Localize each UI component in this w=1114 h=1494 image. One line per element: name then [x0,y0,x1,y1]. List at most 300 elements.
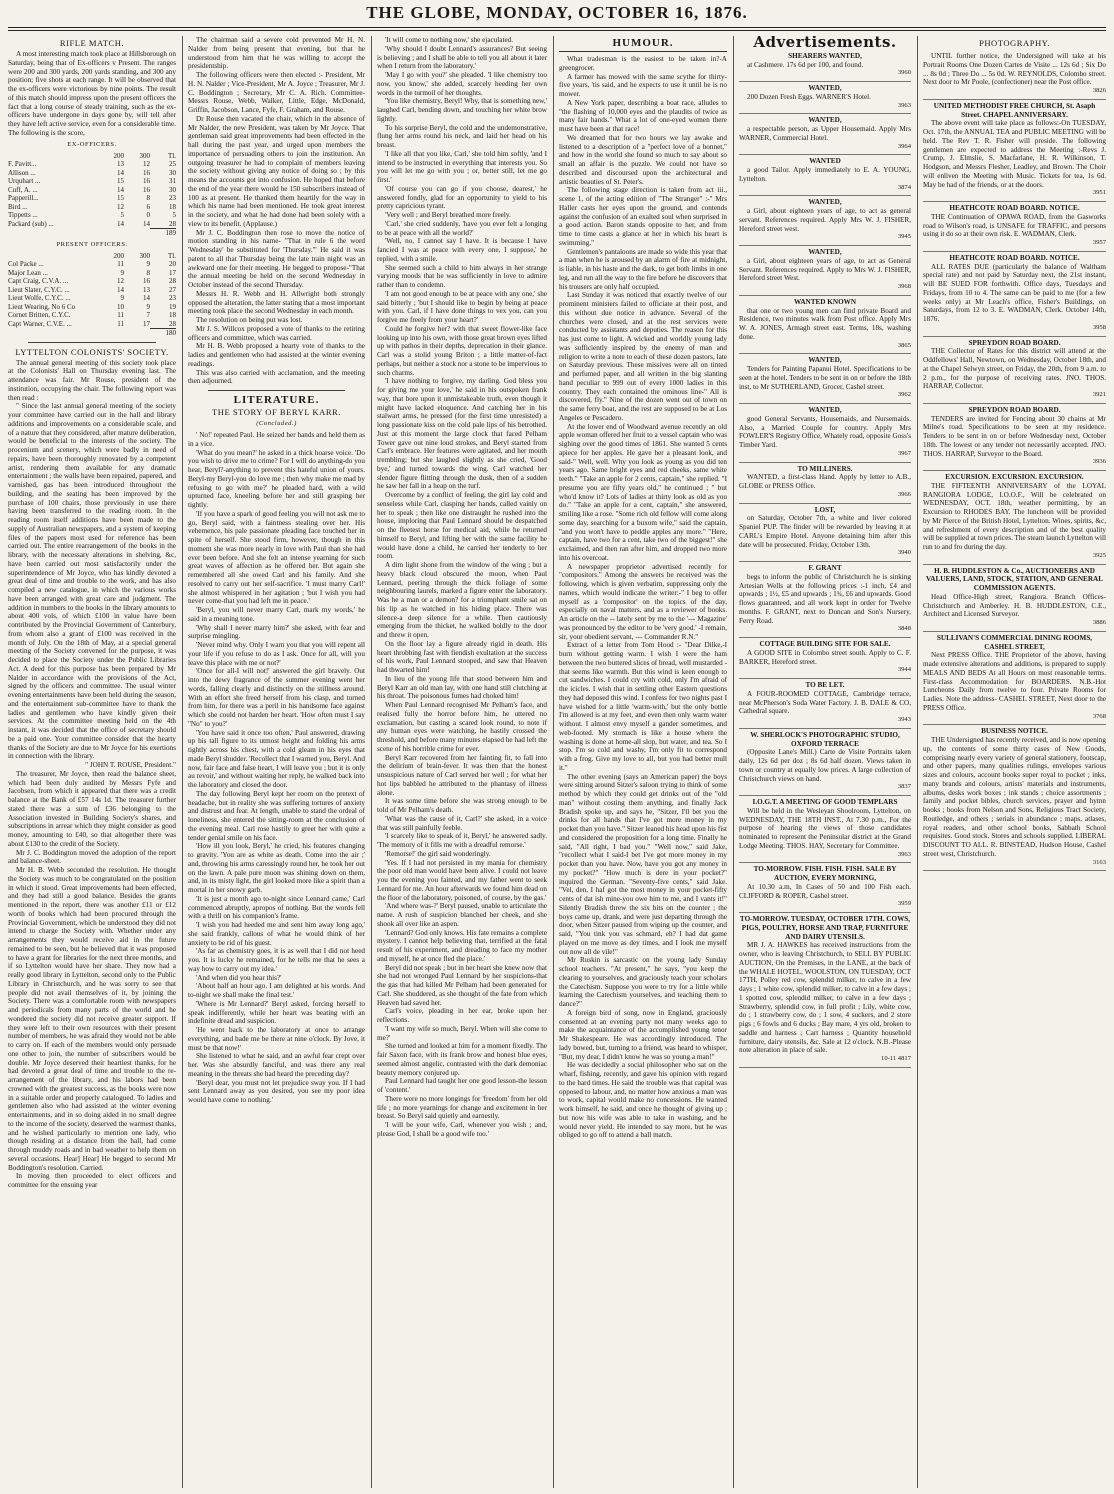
advertisement [739,155,911,196]
score-name: Lieut Wearing, No 6 Co [8,302,76,311]
score-header-row [8,252,176,261]
humour-item: A newspaper proprietor advertised recently for "compositors." Among the answers he received was the following, which is given verbatim, suppressing only the names, which would indicate the writer:-" I beg to offer myself as a 'compositor' on the topics of the day, especially on naval matters, and as a reviewer of books. An article on the -- lately sent by me to the '--- Magazine' was pronounced by the editor to be 'very good.' -I remain, sir, your obedient servant, --- Commander R.N." [559,562,727,641]
paragraph: The resolution on being put was lost. [196,316,303,324]
ad-number: 3959 [897,900,911,908]
score-cell: 8 [146,194,150,202]
score-header-cell: Tl. [168,151,176,160]
advertisement [739,196,911,246]
advertisement [923,632,1106,726]
ex-officers-heading: EX-OFFICERS. [67,140,117,148]
ad-text: on Saturday, October 7th, a white and liver colored Spaniel PUP. The finder will be rewarded by leaving it at CARL's Empire Hotel. Anyone detaining him after this date will be prosecuted. Friday, October 13th. [739,514,911,549]
ad-heading: COTTAGE BUILDING SITE FOR SALE. [759,640,891,648]
paragraph: Mr J. S. Willcox proposed a vote of thanks to the retiring officers and committee, which was carried. [188,324,365,342]
score-cell: 14 [143,219,150,228]
score-name: Tippetts ... [8,211,38,219]
story-paragraph: Carl's voice, pleading in her ear, broke upon her reflections. [377,1007,547,1024]
score-header-row [8,152,176,161]
story-paragraph: 'What do you mean?' he asked in a thick hoarse voice. 'Do you wish to drive me to crime? For I will do anything-do you hear, Beryl?-anything to prevent this hateful union of yours. Beryl-my Beryl-you do love me ; then why make me mad by refusing to go with me?' he pleaded hard, with a wild upturned face, kneeling before her and still grasping her tightly. [188,448,365,509]
score-header-cell: 200 [113,251,124,260]
advertisement [739,82,911,114]
advertisement [923,252,1106,337]
ad-number: 3837 [897,783,911,791]
ad-text: (Opposite Lane's Mill.) Carte de Visite Portraits taken daily, 12s 6d per doz ; 8s 6d half dozen. Views taken in town or country at equally low prices. A large collection of Christchurch views on hand. [739,748,911,783]
newspaper-title: THE GLOBE, MONDAY, OCTOBER 16, 1876. [366,3,748,22]
humour-item: We dreamed that for two hours we lay awake and listened to a description of a "perfect love of a bonnet," and how in the world she found so much to say about so small an affair is the puzzle. We could not have so described and discoursed upon the architectural and artistic beauties of St. Peter's. [559,133,727,186]
photography-ad [923,50,1106,100]
ad-heading: HEATHCOTE ROAD BOARD. NOTICE. [949,204,1080,212]
ad-number: 3963 [897,101,911,109]
score-cell: 16 [143,177,150,185]
advertisement [739,50,911,82]
score-cell: 6 [146,202,150,211]
paragraph: Mr H. B. Webb proposed a hearty vote of thanks to the ladies and gentlemen who had assisted at the winter evening readings. [188,342,365,368]
score-cell: 9 [146,302,150,311]
advertisement [739,913,911,1068]
story-paragraph: 'I scarcely like to speak of it, Beryl,' he answered sadly. 'The memory of it fills me with a dreadful remorse.' [377,832,547,849]
ad-number: 3962 [897,391,911,399]
advertisement [739,729,911,796]
score-row [8,311,176,320]
story-paragraph: There were no more longings for 'freedom' from her old life ; no more yearnings for change and excitement in her breast. So Beryl said quietly and earnestly. [377,1094,547,1121]
score-cell: 10 [117,302,124,311]
score-name: Col Packe ... [8,260,44,268]
humour-item: He was decidedly a social philosopher who sat on the wharf, fishing, recently, and gave his opinion with regard to the hard times. He said the trouble was that capital was opposed to labour, and, no matter how anxious a man was to work, capital would make no concessions. He wanted work himself, he said, and once he thought of giving up ; but now his wife was able to take in washing, and he would never yield. He intended to say more, but he was obliged to go off to attend a ball match. [559,1061,727,1140]
ad-text: begs to inform the public of Christchurch he is sinking Artesian Wells at the following prices :-1 inch, £4 and upwards ; 1½, £5 and upwards ; 1¾, £6 and upwards. Good flows guaranteed, and all work kept in order for Twelve months. F. GRANT, next to Duncan and Son's Nursery, Ferry Road. [739,572,911,625]
story-paragraph: It was some time before she was strong enough to be told of Mr Pelham's death. [377,797,547,814]
story-paragraph: 'Where is Mr Lennard?' Beryl asked, forcing herself to speak indifferently, while her heart was beating with an indefinite dread and suspicion. [188,999,365,1026]
ad-number: 3163 [1092,858,1106,866]
ad-number: 3925 [1092,551,1106,559]
story-paragraph: 'You have said it once too often,' Paul answered, drawing up his tall figure to its utmost height and folding his arms tightly across his chest, with a cold gleam in his eyes that made Beryl shudder. 'Recollect that I warned you, Beryl. And now, fair face and false heart, I will leave you ; but it is only au revoir,' and without waiting her reply, he walked back into the laboratory and closed the door. [188,728,365,789]
story-paragraph: She listened to what he said, and an awful fear crept over her. Was she absurdly fanciful, and was there any real meaning in the threats she had heard the preceding day? [188,1052,365,1078]
score-total-row [8,229,176,238]
advertisement [739,679,911,729]
score-cell: 17 [143,319,150,328]
story-paragraph: 'Never mind why. Only I warn you that you will repent all your life if you refuse to do as I ask. Once for all, will you leave this place with me or not?' [188,641,365,667]
score-cell: 11 [117,260,124,268]
score-cell: 20 [169,260,176,268]
ad-number: 3943 [897,716,911,723]
story-paragraph: 'About half an hour ago. I am delighted at his words. And to-night we shall make the final test.' [188,982,365,999]
advertisements-title: Advertisements. [753,36,897,51]
column-3 [377,36,547,1488]
score-total: 189 [150,229,176,238]
score-cell: 8 [146,268,150,277]
score-cell: 16 [143,185,150,194]
present-officers-table [8,252,176,338]
ad-text: Next PRESS Office. THE Proprietor of the above, having made extensive alterations and additions, is prepared to supply MEALS AND BEDS At all Hours on most reasonable terms. First-class Accommodation for BOARDERS. N.B.-Hot Luncheons Daily from twelve to four. Private Rooms for Ladies. Note the address- CASHEL STREET, Next door to the PRESS Office. [923,651,1106,712]
story-paragraph: 'How ill you look, Beryl,' he cried, his features changing to gravity. 'You are as white as death. Come into the air ;' and, throwing his arms caressingly round her, he took her out on the lawn. A pale pure moon was shining down on them, and, in its misty light, the girl looked more like a spirit than a mortal in her snowy garb. [188,842,365,894]
story-concluded: (Concluded.) [256,420,297,427]
score-row [8,220,176,229]
story-paragraph: 'May I go with you?' she pleaded. 'I like chemistry too now, you know,' she added, scarcely heeding her own words in the turmoil of her thoughts. [377,71,547,97]
ad-heading: SPREYDON ROAD BOARD. [968,338,1061,347]
score-total-label [8,329,98,338]
story-paragraph: 'As far as chemistry goes, it is as well that I did not heed you. It is lucky he remained, for he tells me that he sees a way how to carry out my idea.' [188,947,365,973]
score-cell: 12 [117,202,124,211]
divider [208,390,345,391]
rifle-heading: RIFLE MATCH. [59,38,125,48]
score-row [8,277,176,286]
ad-number: 3865 [897,341,911,349]
advertisement [923,404,1106,471]
story-paragraph: 'What was the cause of it, Carl?' she asked, in a voice that was still painfully feeble. [377,814,547,832]
colonists-p5: Mr H. B. Webb seconded the resolution. He thought the Society was much to be congratulated on the position in which it stood. Great improvements had been effected, and they had still a good balance. Besides the grants mentioned in the report, there was another £11 or £12 worth of books which had been procured through the Provincial Government, which he understood they did not intend to charge the Society with. Whether under any arrangements they would receive aid in the future remained to be seen, but he believed that it was proposed to have a grant for libraries for the next three months, and if so Lyttelton would have her share. They now had a really good library in Lyttelton, second only to the Public Library in Christchurch, and he was sorry to see that people did not avail themselves of it, by joining the Society. There was a comfortable room with newspapers and periodicals from many parts of the world and he wondered the society did not receive greater support. If they were left to their own resources with their present number of members, he was afraid they would not be able to carry on. If each of the members would only persuade one other to join, the number of subscribers would be double. Mr Joyce deserved their heartiest thanks, for he had devoted a great deal of time and trouble to the re-arrangement of the library, and his labors had been crowned with the greatest success, as the books were now in a suitable order and properly catalogued. To ladies and gentlemen also who had assisted at the winter evening entertainments, and in so doing aided in no small degree to the income of the society, deserved the warmest thanks, and he wished particularly to mention one lady, who though residing at a distance from the hall, had come through muddy roads and in bad weather to help them on several occasions. Hear] Hear] He begged to second Mr Boddington's resolution. Carried. [8,866,176,1172]
score-total-label [8,229,98,238]
colonists-p6: In moving then proceeded to elect officers and committee for the ensuing year [8,1172,176,1189]
score-cell: 28 [169,319,176,328]
story-paragraph: In lieu of the young life that stood between him and Beryl Karr an old man lay, with one hand still clutching at his throat. The poisonous fumes had choked him! [377,674,547,701]
ad-number: 3958 [1092,323,1106,331]
column-rule [917,36,918,1488]
advertisement [923,471,1106,565]
paragraph: Dr Rouse then vacated the chair, which in the absence of Mr Nalder, the new President, was taken by Mr Joyce. That gentleman said great improvements had been effected in the hall during the past year, and urged upon members the importance of persuading others to join the institution. An outgoing treasurer he had to complain of members leaving the society without giving any notice of doing so ; by this means the accounts got into confusion. He hoped that before the end of the year there would be 150 subscribers instead of 100 as at present. He thanked them heartily for the way in which his name had been mentioned. He took great interest in the society, and what he had done had been solely with a view to its benefit. (Applause.) [188,114,365,228]
score-cell: 25 [169,160,176,168]
score-cell: 14 [117,285,124,294]
ad-text: a good Tailor. Apply immediately to E. A. YOUNG, Lyttelton. [739,166,911,183]
ad-heading: SULLIVAN'S COMMERCIAL DINING ROOMS, CASHEL STREET, [936,633,1093,651]
score-cell: 14 [117,219,124,228]
score-name: Capt Craig, C.V.A. ... [8,277,69,285]
ad-heading: SHEARERS WANTED, [788,51,862,60]
ad-number: 3964 [897,142,911,150]
story-paragraph: Could he forgive her? with that sweet flower-like face looking up into his own, with those great brown eyes lifted up with pathos in their depths, deprecation in their glance. Carl was a stolid young Briton ; a little matter-of-fact perhaps, but neither a stock nor a stone to be impervious to such charms. [377,324,547,377]
score-row [8,260,176,269]
photography-text: UNTIL further notice, the Undersigned will take at his Portrait Rooms One Dozen Cartes de Visite ... 12s 6d ; Six Do ... 8s 0d ; Three Do ... 5s 0d. W. REYNOLDS, Colombo street. Next door to Mr Poole, (confectioner) near the Post office. [923,52,1106,87]
ad-number: 3874 [897,183,911,191]
humour-item: Extract of a letter from Tom Hood :- "Dear Dilke,-I burn without getting warm. I wish I were the ham between the two buttered slices of bread, well mustarded -that seems like warmth. But this wind is keen enough to cut sandwiches. I could cry with cold, only I'm afraid of the icicles. I wish that in settling other Eastern questions they had deposed this wind. I confess for two nights past I have wished for a little 'warm-with,' but the only bottle I'm allowed is at my feet, and even then only warm water without. I almost envy myself a gander sometimes, and web-footed. My stomach is like a house where the washing is done at home-all slop, but water, and tea. So I stop. I'm so cold and washy, I'm only fit to correspond with a frog. Give my love to all, but you had better mull it." [559,641,727,772]
score-cell: 30 [169,185,176,194]
story-paragraph: 'I have nothing to forgive, my darling. God bless you for giving me your love,' he said in his outspoken frank way, that bore upon it unmistakeable truth, even though it might have lacked eloquence. And catching her in his stalwart arms, he pressed (for the first time unresisted) a long passionate kiss on the cold pale lips of his betrothed. Just at this moment the large clock that faced Pelham Tower gave out nine loud strokes, and Beryl started from Carl's embrace. Her features were agitated, and her mouth trembling; but she laughed slightly as she cried, 'Good bye,' and turned towards the wing. Carl watched her slender figure flitting through the dusk, then of a sudden he saw her fall in a heap on the turf. [377,377,547,491]
score-cell: 13 [143,285,150,294]
score-header-cell [8,152,98,161]
story-paragraph: 'And where was-?' Beryl paused, unable to articulate the name. A rush of suspicion blanched her cheek, and she shook all over like an aspen. [377,902,547,928]
score-cell: 9 [146,260,150,268]
ad-heading: WANTED [809,157,841,166]
advertisement [923,565,1106,632]
paragraph: The following officers were then elected :- President, Mr H. N. Nalder ; Vice-President, Mr A. Joyce ; Treasurer, Mr J. C. Boddington ; Secretary, Mr C. A. Rich. Committee- Messrs Rouse, Webb, Walker, Little, Edge, McDonald, Griffin, Jacobson, Lance, Fyfe, F. Graham, and Rouse. [188,71,365,114]
score-total: 180 [150,329,176,338]
story-paragraph: When Paul Lennard recognised Mr Pelham's face, and realised fully the horror before him, he uttered no exclamation, but casting a scared look round, to note if any human eyes were watching, he hastily crossed the threshold, and before many minutes elapsed he had left the scene of his horrible crime for ever. [377,701,547,753]
story-paragraph: 'You like chemistry, Beryl! Why, that is something new,' laughed Carl, bending down, and touching her white brow lightly. [377,97,547,123]
score-row [8,177,176,186]
ad-number: 3936 [1092,458,1106,466]
ad-heading: WANTED, [808,248,842,256]
ad-number: 3944 [897,666,911,674]
score-cell: 0 [146,211,150,219]
story-paragraph: 'Yes. If I had not persisted in my mania for chemistry the poor old man would have been alive. I could not leave you the evening you fainted, and my father went to seek Lennard for me. An hour afterwards we found him dead on the floor of the laboratory, poisoned, of course, by the gas.' [377,858,547,902]
score-name: Urquhart ... [8,177,41,185]
ad-text: TENDERS are invited for Fencing about 30 chains at Mr Milne's road. Specifications to be seen at my residence. Tenders to be sent in on or before Wednesday next, October 18th. The lowest or any tender not necessarily accepted. JNO. THOS. HARRAP, Surveyor to the Board. [923,414,1106,458]
divider [559,51,727,52]
score-cell: 9 [120,294,124,302]
score-cell: 28 [169,277,176,285]
advertisement [739,296,911,355]
story-paragraph: 'If you have a spark of good feeling you will not ask me to go, Beryl said, with a faintness stealing over her. His vehemence, his pale passionate pleading face touched her in spite of herself. She stood firm, however, though in this moment she was more nearly in love with Paul than she had ever been before. And she felt an intense yearning for such great waves of affection as he offered her. But again she remembered all she owed Carl and his family. And she resolved to carry out her self-sacrifice. 'I must marry Carl!' she almost whispered in her agitation ; 'but I wish you had never come-that you had left me in peace.' [188,509,365,606]
score-cell: 11 [117,311,124,319]
score-cell: 15 [117,194,124,202]
story-paragraph: 'Beryl, you will never marry Carl, mark my words,' he said in a meaning tone. [188,606,365,623]
ad-number: 3963 [897,850,911,858]
column-5 [739,36,911,1488]
story-paragraph: She turned and looked at him for a moment fixedly. The fair Saxon face, with its frank brow and honest blue eyes, seemed almost angelic, contrasted with the dark demoniac beauty memory conjured up. [377,1042,547,1077]
story-paragraph: Beryl did not speak ; but in her heart she knew now that she had not wronged Paul Lennard by her suspicions-that the gas that had killed Mr Pelham had been generated for Carl. She shuddered, as she thought of the fate from which Heaven had saved her. [377,963,547,1007]
column-rule [371,36,372,1488]
story-paragraph: 'And when did you hear this?' [196,973,282,982]
score-cell: 7 [146,311,150,319]
ad-text: at Cashmere. 17s 6d per 100, and found. [747,60,864,69]
score-cell: 28 [169,219,176,228]
story-paragraph: 'Very well ; and Beryl breathed more freely. [385,211,511,219]
story-paragraph: She seemed such a child to him always in her strange varying moods that he was sufficiently in love to admire rather than to condemn. [377,263,547,289]
story-paragraph: A dim light shone from the window of the wing ; but a heavy black cloud obscured the moon, when Paul Lennard, peering through the thick foliage of some neighbouring laurels, marked a figure enter the laboratory. Was he a man or a demon? for a triumphant smile sat on his lip as he watched in his hiding place. There was silence-a deep silence for a while. Then cautiously emerging from the thicket, he walked boldly to the door and threw it open. [377,561,547,639]
score-total-blank [124,229,150,238]
score-cell: 16 [143,168,150,177]
present-officers-heading: PRESENT OFFICERS. [56,240,128,248]
score-cell: 13 [117,160,124,168]
ad-number: 3957 [1092,239,1106,246]
humour-item: What tradesman is the easiest to be taken in?-A greengrocer. [559,55,727,72]
ad-number: 3945 [897,233,911,241]
humour-item: The following stage direction is taken from act iii., scene 1, of the acting edition of "The Stranger" :-" Mrs Haller casts her eyes upon the ground, and contends against the confusion of an exalted soul when surprised in a good action. Baron stands opposite to her, and from time to time casts a glance at her in which his heart is swimming." [559,186,727,247]
advertisement [923,100,1106,202]
ad-heading: TO-MORROW. FISH. FISH. FISH. SALE BY AUCTION, EVERY MORNING, [753,865,897,882]
colonists-p3: The treasurer, Mr Joyce, then read the balance sheet, which had been duly audited by Messrs Fyfe and Jacobsen, from which it appeared that there was a credit balance at the Bank of £57 14s 1d. The treasurer further stated there was a sum of £36 belonging to the Association invested in Building Society's shares, and subscriptions in arrear which they might consider as good money, amounting to £40, so that altogether there was about £130 to the credit of the Society. [8,769,176,848]
ad-number: 3960 [897,69,911,77]
story-paragraph: 'Of course you can go if you choose, dearest,' he answered fondly, glad for an opportunity to yield to his pretty capricious tyrant. [377,184,547,211]
colonists-signature: " JOHN T. ROUSE, President." [85,761,176,769]
score-cell: 23 [169,194,176,202]
score-row [8,211,176,220]
ad-text: THE Undersigned has recently received, and is now opening up, the contents of some thirty cases of New Goods, comprising nearly every variety of general stationery, footscap, and other papers, many qualities rulings, envelopes various sizes and colours, account books super royal to pocket ; inks, many brands and colours, artists' materials and instruments, albums, desks work boxes ; ink stands ; choice assortments ; family and pocket bibles, church services, prayer and hymn books ; books from Nelson and Sons, Religious Tract Society, Routledge, and others ; serials in abundance ; maps, atlases, royal readers, and other school books, Sabbath School requisites. Good stock. Stores and schools supplied. LIBERAL DISCOUNT TO ALL. R. BINSTEAD, Hudson House, Cashel street west, Christchurch. [923,736,1106,858]
score-row [8,186,176,195]
score-name: Lieut Wolfe, C.Y.C. ... [8,294,71,302]
ad-heading: WANTED KNOWN [793,297,857,306]
story-paragraph: Overcome by a conflict of feeling, the girl lay cold and senseless while Carl, clasping her hands, called vainly on her to speak ; then like one distraught he rushed into the house, imploring that Paul Lennard should be despatched on the fleetest horse for medical aid, while he returned himself to Beryl, and lifting her with the same facility he would have done a child, he carried her tenderly to her room. [377,491,547,561]
story-paragraph: 'It will come to nothing now,' she ejaculated. [385,36,514,44]
ad-heading: TO BE LET. [805,681,845,689]
ad-heading: BUSINESS NOTICE. [981,727,1048,736]
advertisement [739,246,911,296]
ad-text: THE FIFTEENTH ANNIVERSARY of the LOYAL RANGIORA LODGE, I.O.O.F., Will be celebrated on WEDNESDAY, OCT. 18th, weather permitting, by an Excursion to RHODES BAY. The luncheon will be provided by Mr Pierce of the British Hotel, Lyttelton. Wines, spirits, &c, and refreshment of every description and of the best quality will be supplied at town prices. The steam launch Lyttelton will run to and fro during the day. [923,481,1106,551]
ad-heading: I.O.G.T. A MEETING OF GOOD TEMPLARS [752,798,898,806]
ad-text: a Girl, about eighteen years of age, to act as general servant. References required. Apply Mrs W. J. FISHER, Hereford street west. [739,207,911,233]
paragraph: This was also carried with acclamation, and the meeting then adjourned. [188,368,365,386]
advertisement [739,562,911,638]
ad-text: THE Collector of Rates for this district will attend at the Oddfellows' Hall, Newtown, on Wednesday, October 18th, and at the Chapel Selwyn street, on Friday, the 20th, from 9 a.m. to 2 p.m., for the purpose of receiving rates. JNO. THOS. HARRAP, Collector. [923,347,1106,391]
story-body [188,431,365,1105]
score-row [8,320,176,329]
score-name: F. Pavitt... [8,160,37,168]
advertisements-list-2 [923,100,1106,872]
ad-text: Head Office-High street, Rangiora. Branch Offices-Christchurch and Amberley. H. B. HUDDLESTON, C.E., Architect and Licensed Surveyor. [923,592,1106,619]
score-cell: 5 [172,211,176,219]
colonists-continued [188,36,365,386]
colonists-p4: Mr J. C. Boddington moved the adoption of the report and balance-sheet. [8,848,176,866]
score-name: Papperill... [8,194,39,202]
literature-heading: LITERATURE. [233,394,320,406]
ad-number: 3826 [1092,87,1106,94]
column-6 [923,36,1106,1488]
ad-heading: EXCURSION. EXCURSION. EXCURSION. [945,473,1084,481]
ad-number: 3921 [1092,391,1106,398]
score-name: Major Lean ... [8,268,48,277]
score-cell: 19 [169,302,176,311]
score-cell: 31 [169,177,176,185]
ad-heading: WANTED, [808,356,842,365]
story-paragraph: 'I am not good enough to be at peace with any one,' she said bitterly ; 'but I should like to begin by being at peace with you. Carl, if I have done things to vex you, can you forgive me freely from your heart?' [377,289,547,324]
ad-heading: LOST, [814,505,836,514]
advertisement [923,337,1106,404]
story-title: THE STORY OF BERYL KARR. [212,407,341,417]
score-cell: 17 [169,268,176,277]
ad-heading: W. SHERLOCK'S PHOTOGRAPHIC STUDIO, OXFORD TERRACE [750,730,900,748]
ad-heading: F. GRANT [808,564,842,572]
score-header-cell: 300 [139,251,150,260]
ad-heading: UNITED METHODIST FREE CHURCH, St. Asaph Street. CHAPEL ANNIVERSARY. [933,101,1096,119]
score-total-blank [124,329,150,338]
column-rule [733,36,734,1488]
score-cell: 16 [143,277,150,285]
score-header-cell: Tl. [168,251,176,260]
ad-heading: TO MILLINERS. [797,464,853,473]
score-cell: 18 [169,202,176,211]
humour-heading: HUMOUR. [612,37,674,49]
advertisement [739,354,911,404]
score-cell: 14 [117,168,124,177]
ad-number: 3968 [897,283,911,290]
ad-number: 3848 [897,625,911,633]
advertisement [739,404,911,463]
advertisement [739,504,911,563]
advertisement [739,114,911,155]
ad-text: 200 Dozen Fresh Eggs. WARNER'S Hotel. [747,92,871,101]
score-total-blank [98,329,124,338]
story-paragraph: 'He went back to the laboratory at once to arrange everything, and bade me be there at nine o'clock. By Jove, it must be that now!' [188,1026,365,1052]
score-name: Allison ... [8,168,36,177]
score-cell: 12 [143,160,150,168]
score-name: Bird ... [8,202,28,211]
score-name: Cuff, A. ... [8,185,38,194]
story-paragraph: On the floor lay a figure already rigid in death. His heart throbbing fast with fiendish exultation at the success of his work, Paul Lennard stooped, and saw that Heaven had thwarted him! [377,639,547,674]
story-paragraph: 'I like all that you like, Carl,' she told him softly, 'and I intend to be instructed in everything that interests you. So you will let me go with you ; or, better still, let me go first.' [377,149,547,184]
score-total-blank [98,229,124,238]
humour-item: A foreign bird of song, now in England, graciously consented at an evening party not many weeks ago to make the acquaintance of the accomplished young tenor Mr Shakespeare. He was accordingly introduced. The lady bowed, but, turning to a friend, was heard to whisper, "But, my dear, I didn't know he was so young a man!" [559,1008,727,1061]
story-paragraph: 'Carl,' she cried suddenly, 'have you ever felt a longing to be at peace with all the world?' [377,219,547,237]
score-total-row [8,329,176,338]
column-2 [188,36,365,1488]
divider [28,342,156,343]
score-row [8,160,176,169]
score-name: Capt Warner, C.V.E. ... [8,319,72,328]
paragraph: Messrs H. R. Webb and H. Allwright both strongly opposed the alteration, the latter stating that a most important meeting took place the second Wednesday in each month. [188,289,365,316]
ad-text: good General Servants, Housemaids, and Nursemaids. Also, a Married Couple for country. Apply Mrs FOWLER'S Registry Office, Whately road, opposite Goss's Timber Yard. [739,414,911,449]
score-row [8,294,176,303]
score-cell: 18 [169,311,176,319]
story-paragraph: The day following Beryl kept her room on the pretext of headache, but in reality she was suffering tortures of anxiety and distrust and fear. At length, unable to stand the ordeal of loneliness, she entered the sitting-room at the conclusion of the evening meal. Carl rose hastily to greet her with quite a tender genial smile on his face. [188,789,365,842]
advertisements-list [739,50,911,1068]
ad-text: MR J. A. HAWKES has received instructions from the owner, who is leaving Christchurch, to SELL BY PUBLIC AUCTION, On the Premises, in the LANE, at the back of the WHALE HOTEL, WOOLSTON, ON TUESDAY, OCT 17TH, Polley red cow, splendid milker, to calve in a few days ; 1 white cow, splendid milker, to calve in a few days ; 1 spotted cow, splendid milker, to calve in a few days ; Strawberry, splendid cow, in full profit ; Lily, white cow, do ; 1 strawberry cow, do ; 1 sow, 4 suckers, and 2 store pigs ; 6 fowls and 6 ducks ; Bay mare, 4 yrs old, broken to saddle and harness ; Cart harness ; Quantity household furniture, dairy utensils, &c. Sale at 12 o'clock. N.B.-Please note alteration in place of sale. [739,941,911,1055]
ad-text: A GOOD SITE in Colombo street south. Apply to C. F. BARKER, Hereford street. [739,648,911,666]
score-row [8,286,176,295]
story-paragraph: 'I will be your wife, Carl, whenever you wish ; and, please God, I shall be a good wife too.' [377,1121,547,1138]
story-paragraph: 'Why should I doubt Lennard's assurances? But seeing is believing ; and I shall be able to tell you all about it later when I return from the laboratory.' [377,44,547,71]
story-paragraph: 'I want my wife so much, Beryl. When will she come to me?' [377,1024,547,1042]
ad-text: A FOUR-ROOMED COTTAGE, Cambridge terrace, near McPherson's Soda Water Factory. J. B. DALE & CO, Cathedral square. [739,689,911,716]
advertisement [923,202,1106,252]
humour-item: The other evening (says an American paper) the boys were sitting around Sitzer's saloon trying to think of some method by which they could get drinks out of the "old man" without costing them anything, and finally Jack Bradish spoke up, and says he, "Sitzer, I'll bet you the drinks for all hands that I've got more money in my pocket than you have." Sitzer leaned his head upon his fist and considered the proposition for a long time. Finally he said, "All right, I bad you." "Well now," said Jake, "recollect what I said-I bet I've got more money in my pocket than you have. Now, have you got any money in my pocket?" "How much is dere in your pocket?" inquired the German. "Seventy-five cents," said Jake. "Vel, den, I haf got the most money in your pocket-fifty cents of dat ish mine-you owe him to me, and I vants it!" Silently Bradish threw the six bits on the counter ; the boys came up, drank, and were just departing through the door, when Sitzer paused from wiping up the counter, and said, "You tink you vas schmard, eh? I had dat game played on me move as dey times, and I look me myself out now all de vile!" [559,772,727,956]
colonists-p2: " Since the last annual general meeting of the society your committee have carried out in the hall and library additions and improvements on a considerable scale, and of a nature that they considered, after mature deliberation, would be beneficial to the interests of the society. The procenium and scenery, which were badly in need of repairs, have been thoroughly renovated by a competent artist, rendering them available for any dramatic entertainment ; the walls have been repaired, papered, and varnished, gas has been introduced throughout the building, and the seating has been improved by the purchase of 100 chairs, those previously in use there having been transferred to the reading room. In the reading room itself additions have been made to the supply of Australian newspapers, and a system of keeping files of the papers most used for reference has been carried out. The entire rearrangement of the books in the library, with the necessary alterations in shelving, &c, have been carried out most satisfactorily under the superintendence of Mr Joyce, who has kindly devoted a great deal of time and trouble to the work, and has also compiled a new catalogue, in which the various works have been arranged with great care and judgment. The addition in numbers to the books in the library amounts to about 400 vols, of which £100 in value have been contributed by the Provincial Government of Canterbury, from whom also a grant of £100 was received in the month of July. On the 18th of May, at a special general meeting of the Society convened for the purpose, it was decided to place the Society under the Public Libraries Act. A deed for this purpose has been prepared by Mr Nalder in accordance with the provisions of the Act, signed by the officers and committee. The usual winter evening entertainments have been held during the season, and the entertainment sub-committee have to thank the ladies and gentlemen who have kindly given their services. At the committee meeting held on the 4th instant, it was decided that the office of secretary should be a paid one. Your committee consider that the hearty thanks of the Society are due to Mr Joyce for his exertions in connection with the library. [8,402,176,761]
advertisement [739,796,911,863]
column-rule [182,36,183,1488]
humour-item: Gentlemen's pantaloons are made so wide this year that a man when he is aroused by an alarm of fire at midnight, is liable, in his haste and the dark, to get both limbs in one leg, and run all the way to the fire before he discovers that his trousers are only half occupied. [559,247,727,291]
photography-heading: PHOTOGRAPHY. [979,38,1050,48]
ad-number: 3966 [897,490,911,498]
ad-number: 3768 [1092,712,1106,720]
humour-item: A farmer has mowed with the same scythe for thirty-five years, 'tis said, and he expects to use it until he is no mower. [559,72,727,98]
score-name: Cornet Britten, C.Y.C. [8,311,71,319]
ad-text: ALL RATES DUE (particularly the balance of Waltham special rate) and not paid by Saturday next, the 21st instant, will BE SUED FOR forthwith. Office days, Tuesdays and Fridays, from 10 to 4. The same can be paid to me (for a few weeks only) at Mr Leach's office, Fisher's Buildings, on Saturdays, from 12 to 3. E. WADMAN, Clerk. October 14th, 1876. [923,262,1106,323]
score-name: Lieut Slater, C.Y.C. ... [8,285,70,294]
advertisement [739,463,911,504]
score-header-cell: 200 [113,151,124,160]
story-paragraph: To his surprise Beryl, the cold and the undemonstrative, flung her arms round his neck, and laid her head on his breast. [377,123,547,149]
story-paragraph: 'Lennard? God only knows. His fate remains a complete mystery. I cannot help believing that, terrified at the fatal result of his experiment, and dreading to face my mother and myself, he at once fled the place.' [377,928,547,963]
advertisement [739,638,911,679]
score-row [8,269,176,278]
humour-item: At the lower end of Woodward avenue recently an old apple woman offered her fruit to a vessel captain who was sighing over the good times of 1861. She wanted 5 cents apiece for her apples. He gave her a pleasant look, and said-" Well, well. Why you look as young as you did ten years ago. Same bright eyes and red cheeks, same white teeth." "Take an apple for 2 cents, captain," she replied. "I presume you are fifty years old," he continued ; " but who'd know it? Lots of ladies at thirty look as old as you do." "Take an apple for a cent, captain," she answered, smiling like a rose. "Some rich old fellow will come along some day, searching for a buxom wife," said the captain, "and you won't have to peddle apples any more." "Here, captain, have two for a cent, take two of the biggest!" she exclaimed, and then ran after him, and dropped two more into his overcoat. [559,422,727,562]
ad-text: WANTED, a first-class Hand. Apply by letter to A.B., GLOBE or PRESS Office. [739,473,911,490]
score-cell: 30 [169,168,176,177]
score-cell: 14 [117,185,124,194]
story-paragraph: Paul Lennard had taught her one good lesson-the lesson of 'content.' [377,1077,547,1094]
story-paragraph: 'Once for all-I will not!' answered the girl bravely. Out into the dewy fragrance of the summer evening went her words, falling clearly and distinctly on the stillness around. With an effort she freed herself from his clasp, and turned from him, for there was a peril in his handsome face against which she could not harden her heart. 'How often must I say "No" to you?' [188,667,365,728]
paragraph: The chairman said a severe cold prevented Mr H. N. Nalder from being present that evening, but that he understood from him that he was willing to accept the presidentship. [188,36,365,71]
ad-text: that one or two young men can find private Board and Residence, two minutes walk from Post office. Apply Mrs W. A. JONES, Armagh street east. Terms, 18s, washing done. [739,306,911,341]
paragraph: Mr J. C. Boddington then rose to move the notice of motion standing in his name- "That in rule 6 the word 'Wednesday' be substituted for 'Thursday.'" He said it was patent to all that Thursday being the late train night was an awkward one for their meeting. He begged to propose-"That the annual meeting be held on the second Wednesday in October instead of the second Thursday. [188,228,365,289]
story-paragraph: 'Remorse!' the girl said wonderingly. [385,849,491,858]
score-cell: 12 [117,277,124,285]
ad-text: a respectable person, as Upper Housemaid. Apply Mrs WARNER, Commercial Hotel. [739,125,911,142]
score-cell: 14 [143,294,150,302]
ad-heading: WANTED, [808,198,842,207]
masthead-rule [8,27,1106,31]
ad-text: The above event will take place as follows:-On TUESDAY, Oct. 17th, the ANNUAL TEA and PUBLIC MEETING will be held. The Rev T. R. Fisher will preside. The following gentlemen are expected to address the Meeting :-Revs J. Crump, J. Elmslie, S. Macfarlane, H. R. Wilkinson, T. Hodgson, and Messrs Flesher, Leadley, and Brown. The Choir will enliven the Meeting with Music. Tickets for tea, 1s 6d. May be had of the friends, or at the doors. [923,119,1106,189]
ad-heading: WANTED, [808,116,842,125]
colonists-heading: LYTTELTON COLONISTS' SOCIETY. [15,346,169,357]
ad-text: At 10.30 a.m, In Cases of 50 and 100 Fish each. CLIFFORD & ROPER, Cashel street. [739,882,911,900]
humour-item: Last Sunday it was noticed that exactly twelve of our prominent ministers failed to officiate at their post, and this without due notice in advance. Several of the churches were closed, and at the rest services were conducted by assistants and deputies. The reason for this has just come to light. A wicked and worldly young lady was sufficiently inspired by the enemy of man and religion to write a note to each of these dozen pastors, late on Saturday previous. These missives were all on tinted and perfumed paper, and all written in the big slanting hand peculiar to 999 out of every 1000 ladies in this country. They each contained the ominous line-" All is discovered, fly." Nine of the dozen went out of town on the same ferry boat, and the rest are supposed to be at Los Angeles or Pescadero. [559,291,727,422]
score-cell: 5 [120,211,124,219]
advertisement [923,725,1106,871]
ad-number: 3967 [897,449,911,457]
masthead [0,0,1114,32]
score-row [8,303,176,312]
story-paragraph: 'I wish you had heeded me and sent him away long ago,' she said frankly, callous of what he would think of her anxiety to be rid of his guest. [188,921,365,947]
rifle-intro: A most interesting match took place at Hillsborough on Saturday, being that of Ex-officers v Present. The ranges were 200 and 300 yards, 200 yards standing, and 300 any position; five shots at each range. It will be observed that the ex-officers were victorious by nine points. The result of this match should impress upon the present officers the fact that a long course of steady training, such as the ex-officers have undergone in days gone by, will tell after they have left active service, even for a considerable time. The following is the score, [8,50,176,137]
story-paragraph: 'It is just a month ago to-night since Lennard came,' Carl commenced abruptly, apropos of nothing. But the words fell with a thrill on his companion's frame. [188,894,365,921]
ad-text: Tenders for Painting Papanui Hotel. Specifications to be seen at the hotel. Tenders to be sent in on or before the 18th inst, to Mr SUTHERLAND, Grocer, Cashel street. [739,365,911,391]
score-row [8,203,176,212]
story-paragraph: 'Beryl dear, you must not let prejudice sway you. If I had sent Lennard away as you desired, you see my poor idea would have come to nothing.' [188,1078,365,1104]
ad-number: 3886 [1092,619,1106,626]
score-header-cell [8,252,98,261]
column-1 [8,36,176,1488]
advertisement [739,863,911,913]
ad-heading: WANTED, [808,84,842,92]
ad-text: THE Continuation of OPAWA ROAD, from the Gasworks road to Wilson's road, is UNSAFE for TRAFFIC, and persons using it do so at their own risk. E. WADMAN, Clerk. [923,212,1106,239]
story-paragraph: 'Well, no, I cannot say I have. It is because I have fancied I was at peace with every one, I suppose,' he replied, with a smile. [377,237,547,263]
